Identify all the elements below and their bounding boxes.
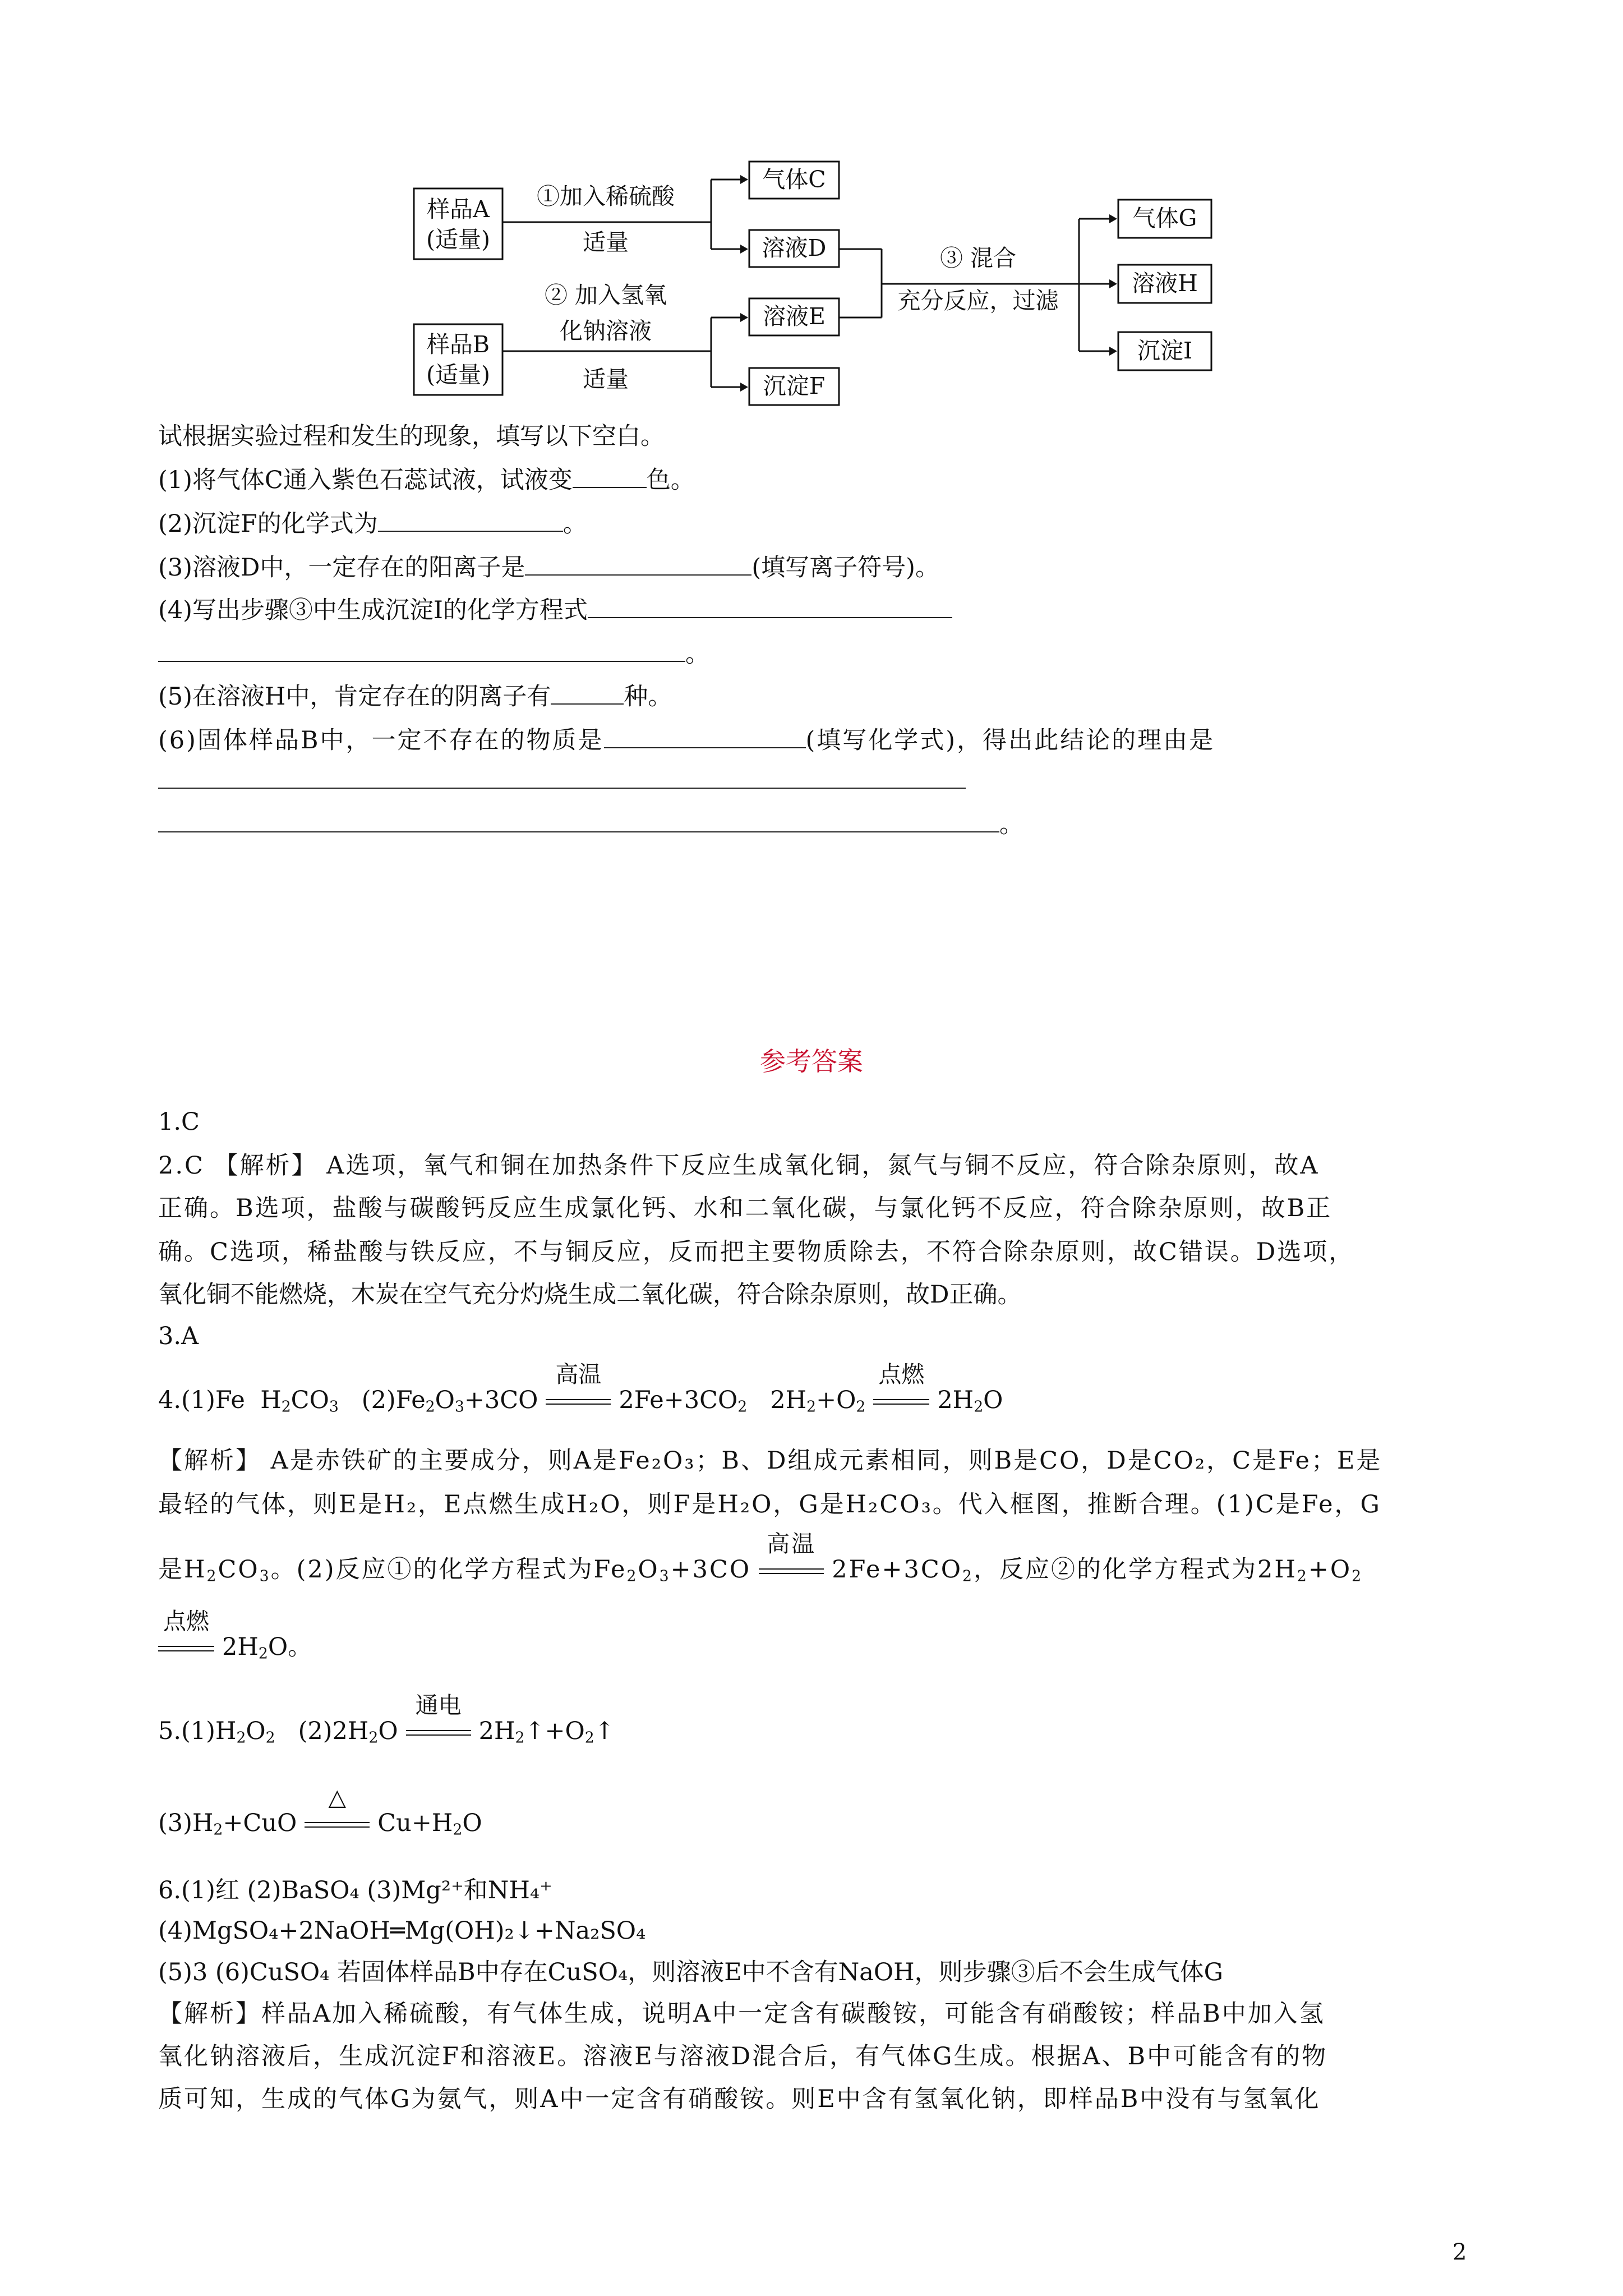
step2-label-1: ② 加入氢氧 [544,282,667,309]
solution-d-label: 溶液D [762,234,827,261]
answer-5-line-2: $(3)H_2+CuO$ △ $Cu+H_2O$ [158,1806,482,1840]
step1-label: ①加入稀硫酸 [537,183,675,210]
step2-label-2: 化钠溶液 [560,318,652,344]
answer-3: 3.A [158,1322,199,1350]
solution-e-label: 溶液E [763,303,826,330]
answer-4-expl-3: 是$H_2CO_3$。(2)反应①的化学方程式为$Fe_2O_3+3CO$ 高温 $2Fe+3CO_2$，反应②的化学方程式为$2H_2+O_2$ [158,1530,1363,1585]
condition-heat: △ [305,1806,370,1840]
gas-c-label: 气体C [762,166,826,193]
gas-g-label: 气体G [1132,205,1197,232]
q4-blank-2[interactable] [158,638,685,662]
q6-blank-2[interactable] [158,765,966,789]
step1-amount: 适量 [583,229,629,256]
q6-blank-3[interactable] [158,809,999,832]
answer-2-line-1: 2.C 【解析】 A选项，氧气和铜在加热条件下反应生成氧化铜，氮气与铜不反应，符合除杂原则，故A [158,1152,1320,1180]
question-6: (6)固体样品B中，一定不存在的物质是 (填写化学式)，得出此结论的理由是 [158,724,1215,757]
questions-intro: 试根据实验过程和发生的现象，填写以下空白。 [158,422,665,450]
solution-h-label: 溶液H [1132,270,1198,297]
precip-f-label: 沉淀F [763,372,826,399]
step3-detail: 充分反应，过滤 [897,287,1059,314]
q4-blank-1[interactable] [588,595,952,618]
q1-blank[interactable] [573,464,647,488]
precip-i-label: 沉淀I [1137,337,1193,364]
question-3: (3)溶液D中，一定存在的阳离子是 (填写离子符号)。 [158,551,939,585]
answer-6-line-3: (5)3 (6)CuSO₄ 若固体样品B中存在CuSO₄，则溶液E中不含有NaOH，则步骤③后不会生成气体G [158,1958,1223,1986]
sample-a-label: 样品A [427,196,490,223]
condition-high-temp: 高温 [546,1383,611,1417]
question-2: (2)沉淀F的化学式为 。 [158,507,587,541]
sample-b-note: (适量) [426,361,490,388]
answer-2-line-3: 确。C选项，稀盐酸与铁反应，不与铜反应，反而把主要物质除去，不符合除杂原则，故C错误。D选项， [158,1238,1355,1266]
question-1: (1)将气体C通入紫色石蕊试液，试液变 色。 [158,463,695,497]
q3-blank[interactable] [525,552,751,576]
condition-ignite: 点燃 [873,1383,929,1417]
answer-4-line: 4.(1)Fe $H_2CO_3$ $(2)Fe_2O_3+3CO$ 高温 $2Fe+3CO_2$ $2H_2+O_2$ 点燃 $2H_2O$ [158,1383,1003,1417]
answers-title: 参考答案 [760,1046,863,1076]
sample-b-label: 样品B [426,331,490,358]
condition-electrolysis: 通电 [406,1714,471,1748]
answer-6-expl-2: 氧化钠溶液后，生成沉淀F和溶液E。溶液E与溶液D混合后，有气体G生成。根据A、B中可能含有的物 [158,2042,1328,2070]
answer-6-line-1: 6.(1)红 (2)BaSO₄ (3)Mg²⁺和NH₄⁺ [158,1876,552,1904]
answer-4-expl-4: 点燃 $2H_2O$。 [158,1630,312,1664]
question-6-cont-2: 。 [158,808,1023,841]
step2-amount: 适量 [583,366,629,393]
answer-2-line-4: 氧化铜不能燃烧，木炭在空气充分灼烧生成二氧化碳，符合除杂原则，故D正确。 [158,1281,1022,1309]
q6-blank-1[interactable] [604,725,806,748]
page-number: 2 [1453,2239,1467,2265]
answer-4-expl-1: 【解析】 A是赤铁矿的主要成分，则A是Fe₂O₃；B、D组成元素相同，则B是CO，D是CO₂，C是Fe；E是 [158,1447,1382,1475]
experiment-flow-diagram [0,0,1623,415]
question-6-cont [158,764,966,798]
question-4: (4)写出步骤③中生成沉淀I的化学方程式 [158,593,952,627]
answer-1: 1.C [158,1108,200,1136]
q2-blank[interactable] [378,508,563,532]
answer-6-expl-3: 质可知，生成的气体G为氨气，则A中一定含有硝酸铵。则E中含有氢氧化钠，即样品B中没有与氢氧化 [158,2085,1321,2113]
answer-5-line-1: $5.(1)H_2O_2$ $(2)2H_2O$ 通电 $2H_2↑+O_2↑$ [158,1714,615,1748]
answer-6-line-2: (4)MgSO₄+2NaOH═Mg(OH)₂↓+Na₂SO₄ [158,1917,646,1945]
question-5: (5)在溶液H中，肯定存在的阴离子有 种。 [158,680,672,714]
answer-4-expl-2: 最轻的气体，则E是H₂，E点燃生成H₂O，则F是H₂O，G是H₂CO₃。代入框图，推断合理。(1)C是Fe，G [158,1490,1381,1519]
step3-label: ③ 混合 [939,245,1017,272]
q5-blank[interactable] [551,681,624,705]
answer-2-line-2: 正确。B选项，盐酸与碳酸钙反应生成氯化钙、水和二氧化碳，与氯化钙不反应，符合除杂原则，故B正 [158,1194,1332,1222]
question-4-cont: 。 [158,637,709,671]
sample-a-note: (适量) [426,226,490,253]
answer-6-expl-1: 【解析】样品A加入稀硫酸，有气体生成，说明A中一定含有碳酸铵，可能含有硝酸铵；样品B中加入氢 [158,2000,1325,2028]
